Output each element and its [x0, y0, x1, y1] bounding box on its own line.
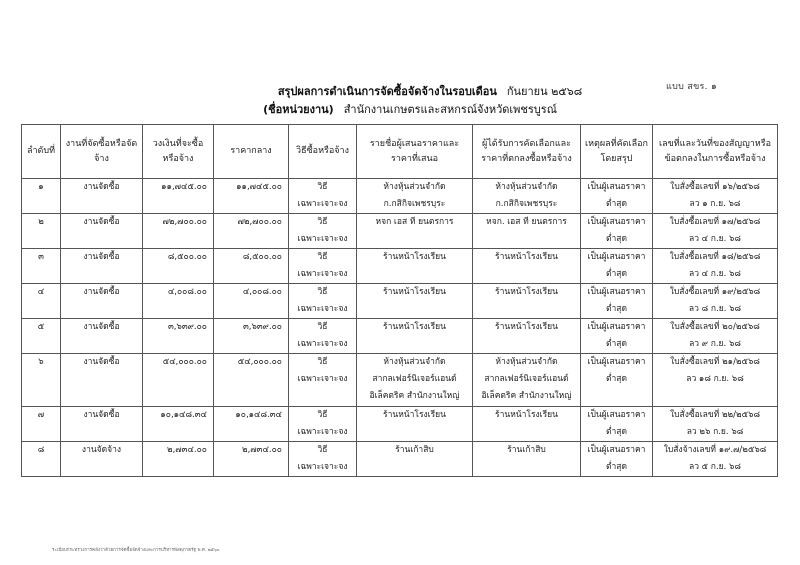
cell-no: ๑ — [22, 179, 61, 214]
cell-reason-line: เป็นผู้เสนอราคา — [587, 182, 646, 192]
table-row — [22, 214, 778, 249]
cell-reason-line: เป็นผู้เสนอราคา — [587, 252, 646, 262]
cell-reason-line: เป็นผู้เสนอราคา — [587, 410, 646, 420]
cell-contract-line: ใบสั่งซื้อเลขที่ ๒๐/๒๕๖๘ — [670, 322, 760, 332]
cell-selected-line: ร้านหน้าโรงเรียน — [495, 410, 558, 420]
header-col-task: งานที่จัดซื้อหรือจัดจ้าง — [61, 125, 143, 179]
cell-bidders — [357, 442, 473, 477]
cell-method-line: เฉพาะเจาะจง — [297, 462, 348, 472]
header-row — [22, 125, 778, 179]
cell-method-line: วิธี — [317, 182, 328, 192]
cell-method-line: วิธี — [317, 287, 328, 297]
cell-method — [289, 284, 357, 319]
cell-reason-line: ต่ำสุด — [605, 339, 627, 349]
cell-task: งานจัดซื้อ — [61, 249, 143, 284]
cell-no: ๕ — [22, 319, 61, 354]
cell-median-price: ๗๒,๗๐๐.๐๐ — [214, 214, 289, 249]
cell-reason-line: เป็นผู้เสนอราคา — [587, 357, 646, 367]
cell-selected — [473, 214, 581, 249]
cell-no: ๗ — [22, 407, 61, 442]
table-body — [22, 179, 778, 477]
cell-reason — [581, 442, 653, 477]
cell-task: งานจัดซื้อ — [61, 354, 143, 407]
cell-method-line: วิธี — [317, 322, 328, 332]
cell-method — [289, 179, 357, 214]
cell-reason — [581, 284, 653, 319]
cell-selected — [473, 442, 581, 477]
cell-median-price: ๑๐,๑๔๘.๓๔ — [214, 407, 289, 442]
document-title — [0, 82, 800, 100]
cell-method-line: เฉพาะเจาะจง — [297, 234, 348, 244]
header-col-reason: เหตุผลที่คัดเลือกโดยสรุป — [581, 125, 653, 179]
cell-contract-line: ใบสั่งซื้อเลขที่ ๑๙/๒๕๖๘ — [669, 287, 761, 297]
table-row — [22, 407, 778, 442]
cell-selected-line: ห้างหุ้นส่วนจำกัด — [495, 182, 558, 192]
cell-contract-line: ใบสั่งซื้อเลขที่ ๒๒/๒๕๖๘ — [669, 410, 761, 420]
cell-selected-line: ร้านหน้าโรงเรียน — [495, 322, 558, 332]
cell-task: งานจัดจ้าง — [61, 442, 143, 477]
cell-bidders-line: ร้านหน้าโรงเรียน — [383, 287, 446, 297]
cell-selected — [473, 249, 581, 284]
cell-median-price: ๘,๕๐๐.๐๐ — [214, 249, 289, 284]
cell-selected-line: หจก. เอส ที ยนตรการ — [486, 217, 567, 227]
cell-reason — [581, 214, 653, 249]
cell-method — [289, 407, 357, 442]
cell-contract-line: ลว ๑๘ ก.ย. ๖๘ — [686, 374, 744, 384]
cell-contract — [653, 407, 778, 442]
cell-contract — [653, 284, 778, 319]
cell-bidders-line: ห้างหุ้นส่วนจำกัด — [383, 357, 446, 367]
cell-selected — [473, 354, 581, 407]
cell-bidders — [357, 249, 473, 284]
cell-contract — [653, 179, 778, 214]
cell-contract — [653, 319, 778, 354]
header-col-no: ลำดับที่ — [22, 125, 61, 179]
cell-contract-line: ลว ๘ ก.ย. ๖๘ — [688, 304, 742, 314]
cell-task: งานจัดซื้อ — [61, 407, 143, 442]
cell-budget: ๑๑,๗๔๕.๐๐ — [143, 179, 214, 214]
cell-task: งานจัดซื้อ — [61, 284, 143, 319]
cell-bidders-line: อิเล็คตริค สำนักงานใหญ่ — [369, 391, 460, 401]
cell-contract — [653, 442, 778, 477]
cell-bidders — [357, 284, 473, 319]
cell-contract-line: ใบสั่งซื้อเลขที่ ๒๑/๒๕๖๘ — [670, 357, 760, 367]
cell-selected-line: อิเล็คตริค สำนักงานใหญ่ — [481, 391, 572, 401]
cell-method — [289, 354, 357, 407]
cell-method — [289, 214, 357, 249]
cell-no: ๖ — [22, 354, 61, 407]
cell-method — [289, 319, 357, 354]
cell-reason-line: ต่ำสุด — [605, 374, 627, 384]
cell-selected-line: ห้างหุ้นส่วนจำกัด — [495, 357, 558, 367]
cell-method-line: เฉพาะเจาะจง — [297, 339, 348, 349]
cell-selected-line: สากลเฟอร์นิเจอร์แอนด์ — [484, 374, 569, 384]
cell-selected — [473, 407, 581, 442]
cell-contract-line: ลว ๒๖ ก.ย. ๖๘ — [686, 427, 744, 437]
table-row — [22, 284, 778, 319]
cell-method-line: วิธี — [317, 445, 328, 455]
table-row — [22, 249, 778, 284]
cell-budget: ๓,๖๓๙.๐๐ — [143, 319, 214, 354]
cell-no: ๘ — [22, 442, 61, 477]
footer-note: ระเบียบกระทรวงการคลังว่าด้วยการจัดซื้อจัดจ้างและการบริหารพัสดุภาครัฐ พ.ศ. ๒๕๖๐ — [52, 548, 220, 553]
header-col-median-price: ราคากลาง — [214, 125, 289, 179]
cell-reason-line: เป็นผู้เสนอราคา — [587, 445, 646, 455]
cell-bidders-line: ห้างหุ้นส่วนจำกัด — [383, 182, 446, 192]
cell-budget: ๗๒,๗๐๐.๐๐ — [143, 214, 214, 249]
cell-reason — [581, 249, 653, 284]
cell-selected-line: ก.กสิกิจเพชรบุระ — [495, 199, 558, 209]
cell-reason-line: ต่ำสุด — [605, 304, 627, 314]
cell-budget: ๒,๗๓๔.๐๐ — [143, 442, 214, 477]
cell-bidders-line: หจก เอส ที ยนตรการ — [375, 217, 454, 227]
cell-method-line: เฉพาะเจาะจง — [297, 427, 348, 437]
cell-reason-line: ต่ำสุด — [605, 427, 627, 437]
cell-method-line: เฉพาะเจาะจง — [297, 304, 348, 314]
cell-reason — [581, 319, 653, 354]
cell-contract — [653, 249, 778, 284]
form-code: แบบ สขร. ๑ — [666, 82, 718, 92]
cell-no: ๒ — [22, 214, 61, 249]
cell-task: งานจัดซื้อ — [61, 214, 143, 249]
cell-bidders — [357, 179, 473, 214]
cell-method — [289, 442, 357, 477]
cell-reason-line: เป็นผู้เสนอราคา — [587, 217, 646, 227]
cell-task: งานจัดซื้อ — [61, 179, 143, 214]
cell-bidders — [357, 354, 473, 407]
header-col-selected: ผู้ได้รับการคัดเลือกและราคาที่ตกลงซื้อหรือจ้าง — [473, 125, 581, 179]
cell-budget: ๕๔,๐๐๐.๐๐ — [143, 354, 214, 407]
cell-reason-line: เป็นผู้เสนอราคา — [587, 322, 646, 332]
cell-contract-line: ลว ๔ ก.ย. ๖๘ — [688, 234, 741, 244]
cell-reason — [581, 407, 653, 442]
cell-method-line: วิธี — [317, 357, 328, 367]
cell-contract-line: ลว ๙ ก.ย. ๖๘ — [689, 339, 741, 349]
procurement-table — [21, 124, 778, 477]
cell-median-price: ๒,๗๓๔.๐๐ — [214, 442, 289, 477]
cell-median-price: ๔,๐๐๘.๐๐ — [214, 284, 289, 319]
cell-no: ๔ — [22, 284, 61, 319]
cell-bidders — [357, 214, 473, 249]
cell-reason-line: เป็นผู้เสนอราคา — [587, 287, 646, 297]
cell-selected-line: ร้านเก้าสิบ — [507, 445, 546, 455]
cell-reason-line: ต่ำสุด — [605, 199, 627, 209]
cell-method-line: เฉพาะเจาะจง — [297, 269, 348, 279]
cell-reason-line: ต่ำสุด — [605, 269, 627, 279]
cell-budget: ๔,๐๐๘.๐๐ — [143, 284, 214, 319]
title-heading: สรุปผลการดำเนินการจัดซื้อจัดจ้างในรอบเดือน — [277, 85, 497, 98]
table-row — [22, 179, 778, 214]
cell-bidders-line: ร้านหน้าโรงเรียน — [383, 410, 446, 420]
cell-bidders-line: ร้านหน้าโรงเรียน — [383, 252, 446, 262]
header-col-method: วิธีซื้อหรือจ้าง — [289, 125, 357, 179]
cell-method-line: วิธี — [317, 252, 328, 262]
cell-contract — [653, 354, 778, 407]
cell-contract-line: ลว ๑ ก.ย. ๖๘ — [689, 199, 741, 209]
cell-contract-line: ใบสั่งซื้อเลขที่ ๑๘/๒๕๖๘ — [669, 252, 761, 262]
cell-selected-line: ร้านหน้าโรงเรียน — [495, 252, 558, 262]
cell-bidders-line: ร้านเก้าสิบ — [395, 445, 434, 455]
cell-budget: ๘,๕๐๐.๐๐ — [143, 249, 214, 284]
header-col-budget: วงเงินที่จะซื้อหรือจ้าง — [143, 125, 214, 179]
cell-bidders — [357, 407, 473, 442]
cell-no: ๓ — [22, 249, 61, 284]
cell-contract-line: ใบสั่งซื้อเลขที่ ๑๖/๒๕๖๘ — [670, 182, 760, 192]
cell-contract-line: ลว ๔ ก.ย. ๖๘ — [688, 269, 741, 279]
cell-median-price: ๕๔,๐๐๐.๐๐ — [214, 354, 289, 407]
header-col-bidders: รายชื่อผู้เสนอราคาและราคาที่เสนอ — [357, 125, 473, 179]
cell-method-line: วิธี — [317, 410, 328, 420]
cell-budget: ๑๐,๑๔๘.๓๔ — [143, 407, 214, 442]
title-month: กันยายน ๒๕๖๘ — [506, 85, 583, 98]
cell-method-line: วิธี — [317, 217, 328, 227]
table-row — [22, 442, 778, 477]
cell-selected-line: ร้านหน้าโรงเรียน — [495, 287, 558, 297]
cell-contract — [653, 214, 778, 249]
cell-bidders — [357, 319, 473, 354]
cell-reason — [581, 179, 653, 214]
cell-median-price: ๓,๖๓๙.๐๐ — [214, 319, 289, 354]
cell-selected — [473, 284, 581, 319]
cell-method — [289, 249, 357, 284]
cell-selected — [473, 179, 581, 214]
table-row — [22, 319, 778, 354]
cell-median-price: ๑๑,๗๔๕.๐๐ — [214, 179, 289, 214]
header-col-contract: เลขที่และวันที่ของสัญญาหรือข้อตกลงในการซื้อหรือจ้าง — [653, 125, 778, 179]
cell-method-line: เฉพาะเจาะจง — [297, 374, 348, 384]
cell-task: งานจัดซื้อ — [61, 319, 143, 354]
cell-bidders-line: สากลเฟอร์นิเจอร์แอนด์ — [372, 374, 457, 384]
cell-reason-line: ต่ำสุด — [605, 234, 627, 244]
cell-selected — [473, 319, 581, 354]
cell-bidders-line: ก.กสิกิจเพชรบุระ — [383, 199, 446, 209]
cell-bidders-line: ร้านหน้าโรงเรียน — [383, 322, 446, 332]
agency-line — [0, 100, 800, 118]
cell-contract-line: ใบสั่งซื้อเลขที่ ๑๗/๒๕๖๘ — [669, 217, 761, 227]
cell-reason-line: ต่ำสุด — [605, 462, 627, 472]
cell-reason — [581, 354, 653, 407]
agency-label: (ชื่อหน่วยงาน) — [263, 103, 334, 116]
table-row — [22, 354, 778, 407]
cell-contract-line: ลว ๕ ก.ย. ๖๘ — [688, 462, 741, 472]
cell-method-line: เฉพาะเจาะจง — [297, 199, 348, 209]
cell-contract-line: ใบสั่งจ้างเลขที่ ๑๙.๗/๒๕๖๘ — [663, 445, 767, 455]
agency-name: สำนักงานเกษตรและสหกรณ์จังหวัดเพชรบูรณ์ — [343, 103, 557, 116]
